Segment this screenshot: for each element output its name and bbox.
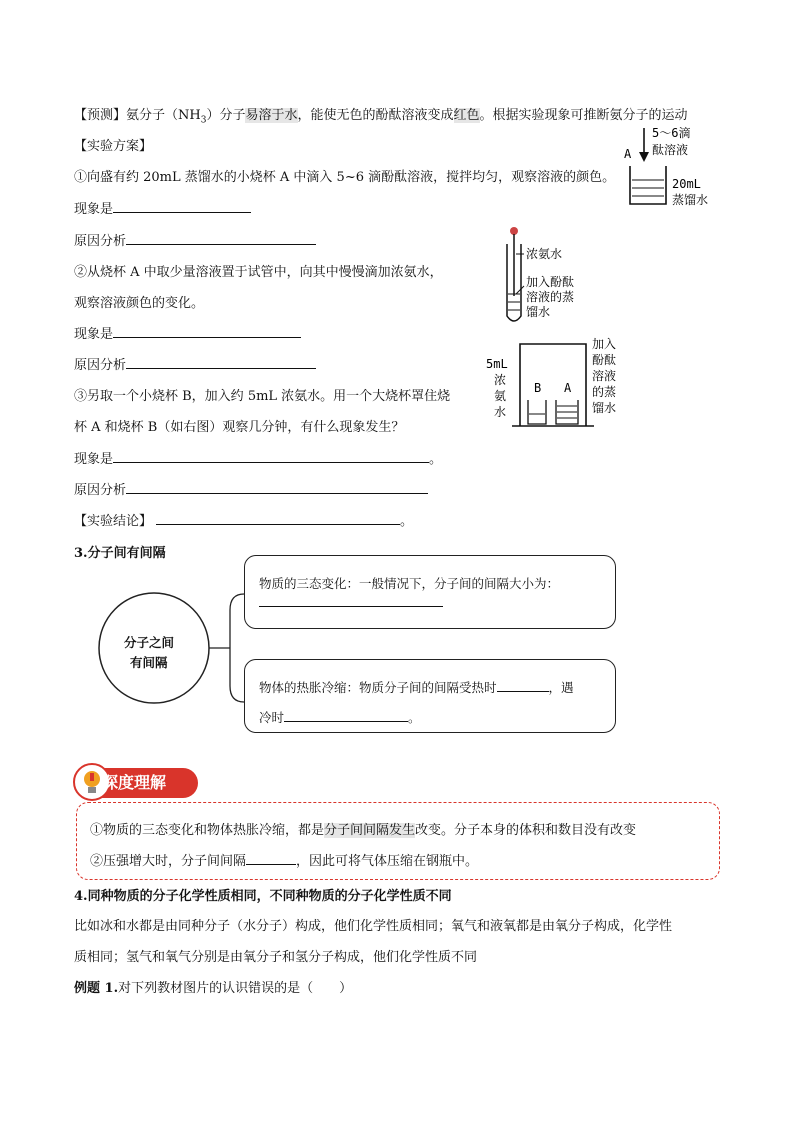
bulb-mark [90,773,94,781]
right-label-4: 的蒸 [592,385,617,399]
deep-text-1b: 改变。分子本身的体积和数目没有改变 [415,823,637,838]
thermal-line-1 [259,678,574,696]
deep-text-2a: ②压强增大时，分子间间隔 [90,854,247,869]
answer-blank[interactable] [126,356,316,369]
deep-badge-label: 深度理解 [102,773,167,792]
left-label-4: 水 [494,405,507,419]
left-label-1: 5mL [486,357,508,371]
period: 。 [429,452,443,467]
thermal-text-d: 。 [408,710,421,725]
step2-line2: 观察溶液颜色的变化。 [74,296,205,311]
phenomenon-label: 现象是 [74,452,114,467]
answer-blank[interactable] [113,200,251,213]
thermal-text-c: 冷时 [259,710,285,725]
example-label: 例题 1. [74,981,119,996]
step3-line2: 杯 A 和烧杯 B（如右图）观察几分钟，有什么现象发生？ [74,420,405,435]
conclusion-row [74,510,413,529]
reason-row-2 [74,354,316,373]
right-label-3: 溶液 [592,369,617,383]
dropper-bulb-icon [510,227,518,235]
beaker-a-label: A [564,381,572,395]
water-label: 蒸馏水 [672,193,709,207]
phenol-label-3: 馏水 [526,305,551,319]
answer-blank[interactable] [284,709,408,722]
answer-blank[interactable] [156,512,400,525]
deep-text-1a: ①物质的三态变化和物体热胀冷缩，都是 [90,823,325,838]
predict-text-4: 。根据实验现象可推断氨分子的运动 [479,108,688,123]
right-label-2: 酚酞 [592,353,617,367]
covered-beakers-figure [482,334,632,436]
section4-para-1: 比如冰和水都是由同种分子（水分子）构成，他们化学性质相同；氧气和液氧都是由氧分子构成，化学性 [74,919,673,934]
predict-subscript: 3 [200,115,207,126]
reason-label: 原因分析 [74,483,127,498]
beaker-b-label: B [534,381,542,395]
beaker-outline [630,166,666,204]
reason-row-1 [74,230,316,249]
phenomenon-row-3 [74,448,442,467]
ammonia-label: 浓氨水 [526,247,563,261]
answer-blank[interactable] [259,606,443,607]
phenol-label-1: 加入酚酞 [526,275,575,289]
reason-label: 原因分析 [74,358,127,373]
predict-text-2: ）分子 [206,108,246,123]
thermal-line-2 [259,708,421,726]
right-label-1: 加入 [592,337,617,351]
answer-blank[interactable] [113,450,429,463]
highlight-red: 红色 [453,108,480,123]
deep-line-2 [90,850,478,869]
section4-title: 4.同种物质的分子化学性质相同，不同种物质的分子化学性质不同 [74,889,452,904]
pointer-line [516,286,524,294]
step1-text: ①向盛有约 20mL 蒸馏水的小烧杯 A 中滴入 5~6 滴酚酞溶液，搅拌均匀，观察溶液的颜色。 [74,170,616,185]
thermal-text-b: ，遇 [548,680,574,695]
section4-para-2: 质相同；氢气和氧气分别是由氧分子和氢分子构成，他们化学性质不同 [74,950,478,965]
step3-line1: ③另取一个小烧杯 B，加入约 5mL 浓氨水。用一个大烧杯罩住烧 [74,389,451,404]
state-change-box [244,555,616,629]
example-row [74,977,352,996]
plan-label: 【实验方案】 [74,139,153,154]
highlight-soluble: 易溶于水 [245,108,298,123]
thermal-box [244,659,616,733]
predict-line [74,104,688,126]
left-label-3: 氨 [494,389,507,403]
deep-text-2b: ，因此可将气体压缩在钢瓶中。 [296,854,479,869]
step2-line1: ②从烧杯 A 中取少量溶液置于试管中，向其中慢慢滴加浓氨水， [74,265,443,280]
highlight-gap-change: 分子间间隔发生 [324,823,416,838]
answer-blank[interactable] [126,232,316,245]
section3-title: 3.分子间有间隔 [74,546,166,561]
reason-row-3 [74,479,428,498]
conclusion-label: 【实验结论】 [74,514,153,529]
answer-blank[interactable] [113,325,301,338]
reason-label: 原因分析 [74,234,127,249]
phenomenon-row-1 [74,198,251,217]
volume-label: 20mL [672,177,701,191]
beaker-a-label: A [624,147,632,161]
beaker-b-outline [528,400,546,424]
drops-label-1: 5～6滴 [652,126,691,140]
left-label-2: 浓 [494,373,507,387]
phenol-label-2: 溶液的蒸 [526,290,575,304]
deep-line-1 [90,819,636,838]
right-label-5: 馏水 [592,401,617,415]
drops-label-2: 酞溶液 [652,143,689,157]
predict-label: 【预测】 [74,108,127,123]
circle-text-2: 有间隔 [130,655,168,670]
connector-bracket [230,594,244,702]
bulb-base [88,787,96,793]
predict-text-1: 氨分子（NH [126,108,201,123]
phenomenon-row-2 [74,323,301,342]
arrow-head-icon [639,152,649,162]
circle-text-1: 分子之间 [124,635,175,650]
answer-blank[interactable] [126,481,428,494]
example-question: 对下列教材图片的认识错误的是（ ） [118,981,353,996]
phenomenon-label: 现象是 [74,202,114,217]
period: 。 [400,514,414,529]
answer-blank[interactable] [246,852,296,865]
beaker-a-figure [620,122,730,214]
state-change-text: 物质的三态变化：一般情况下，分子间的间隔大小为： [259,576,560,591]
predict-text-3: ，能使无色的酚酞溶液变成 [297,108,454,123]
answer-blank[interactable] [497,679,549,692]
phenomenon-label: 现象是 [74,327,114,342]
thermal-text-a: 物体的热胀冷缩：物质分子间的间隔受热时 [259,680,497,695]
test-tube-figure [496,224,596,332]
